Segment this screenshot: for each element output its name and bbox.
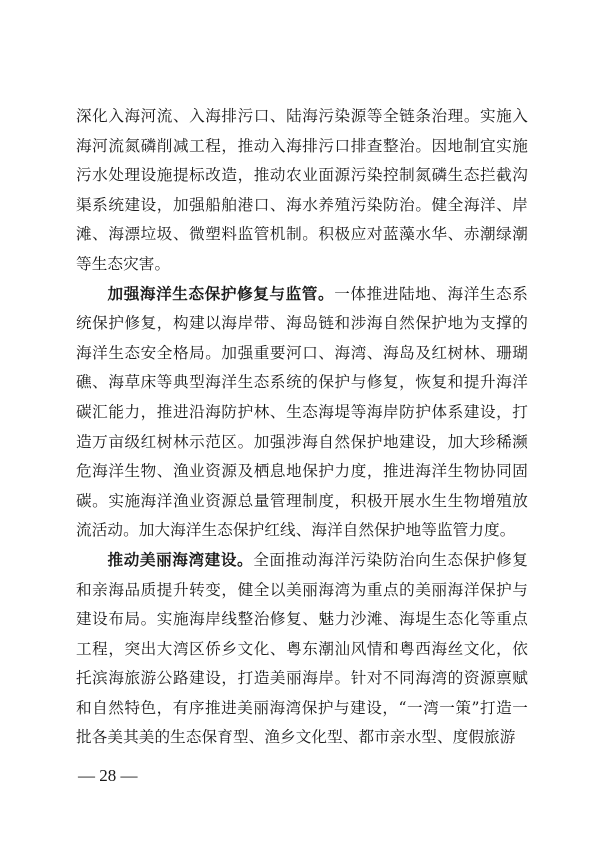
- body-text: [76, 102, 528, 753]
- paragraph-text: 深化入海河流、入海排污口、陆海污染源等全链条治理。实施入海河流氮磷削减工程，推动入海排污口排查整治。因地制宜实施污水处理设施提标改造，推动农业面源污染控制氮磷生态拦截沟渠系统建设，加强船舶港口、海水养殖污染防治。健全海洋、岸滩、海漂垃圾、微塑料监管机制。积极应对蓝藻水华、赤潮绿潮等生态灾害。: [76, 107, 528, 273]
- paragraph-pollution-control: [76, 102, 528, 280]
- section-heading: 推动美丽海湾建设。: [107, 550, 254, 569]
- paragraph-text: 一体推进陆地、海洋生态系统保护修复，构建以海岸带、海岛链和涉海自然保护地为支撑的海洋生态安全格局。加强重要河口、海湾、海岛及红树林、珊瑚礁、海草床等典型海洋生态系统的保护与修复，恢复和提升海洋碳汇能力，推进沿海防护林、生态海堤等海岸防护体系建设，打造万亩级红树林示范区。加强涉海自然保护地建设，加大珍稀濒危海洋生物、渔业资源及栖息地保护力度，推进海洋生物协同固碳。实施海洋渔业资源总量管理制度，积极开展水生生物增殖放流活动。加大海洋生态保护红线、海洋自然保护地等监管力度。: [76, 284, 528, 540]
- paragraph-ecological-protection: [76, 280, 528, 546]
- paragraph-beautiful-bays: [76, 546, 528, 753]
- page-number: — 28 —: [78, 766, 138, 785]
- section-heading: 加强海洋生态保护修复与监管。: [107, 284, 335, 303]
- paragraph-text: 全面推动海洋污染防治向生态保护修复和亲海品质提升转变，健全以美丽海湾为重点的美丽海洋保护与建设布局。实施海岸线整治修复、魅力沙滩、海堤生态化等重点工程，突出大湾区侨乡文化、粤东潮汕风情和粤西海丝文化，依托滨海旅游公路建设，打造美丽海岸。针对不同海湾的资源禀赋和自然特色，有序推进美丽海湾保护与建设，“一湾一策”打造一批各美其美的生态保育型、渔乡文化型、都市亲水型、度假旅游: [76, 550, 528, 747]
